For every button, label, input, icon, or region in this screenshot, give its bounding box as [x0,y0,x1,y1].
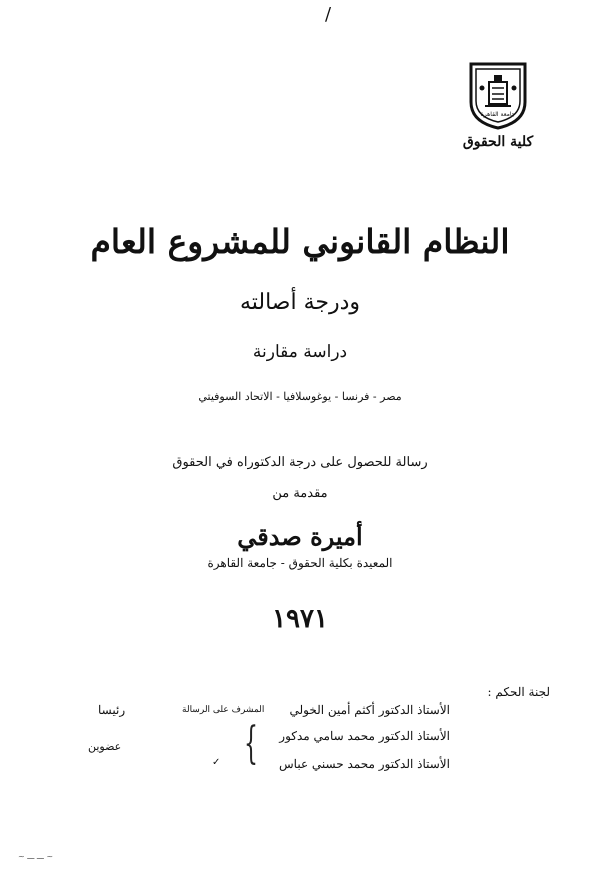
countries-list: مصر - فرنسا - يوغوسلافيا - الاتحاد السوفيتي [198,390,402,403]
thesis-subtitle: ودرجة أصالته [239,290,361,315]
presented-by: مقدمة من [272,486,328,501]
role-members: عضوين [88,740,122,753]
author-name: أميرة صدقي [237,522,363,551]
committee-member-3: الأستاذ الدكتور محمد حسني عباس [279,757,450,771]
committee-label: لجنة الحكم : [487,685,550,699]
degree-statement: رسالة للحصول على درجة الدكتوراه في الحقوق [172,455,428,470]
member-tick-mark: ✓ [212,757,221,768]
study-type: دراسة مقارنة [252,342,348,362]
university-seal-icon [467,58,529,130]
page-mark: / [325,4,332,25]
university-logo [458,58,538,150]
university-seal-text: جامعة القاهرة [480,111,516,118]
committee-member-1: الأستاذ الدكتور أكثم أمين الخولي [289,703,450,717]
faculty-label: كلية الحقوق [462,134,534,150]
committee-member-2: الأستاذ الدكتور محمد سامي مدكور [279,729,450,743]
thesis-title: النظام القانوني للمشروع العام [90,222,510,261]
author-affiliation: المعيدة بكلية الحقوق - جامعة القاهرة [207,556,393,570]
members-brace: { [244,718,258,769]
bottom-notes: ~ ـــ ـــ ~ [18,852,54,861]
role-chair: رئيسا [98,703,126,717]
thesis-year: ١٩٧١ [272,604,328,634]
role-supervisor: المشرف على الرسالة [182,705,265,715]
